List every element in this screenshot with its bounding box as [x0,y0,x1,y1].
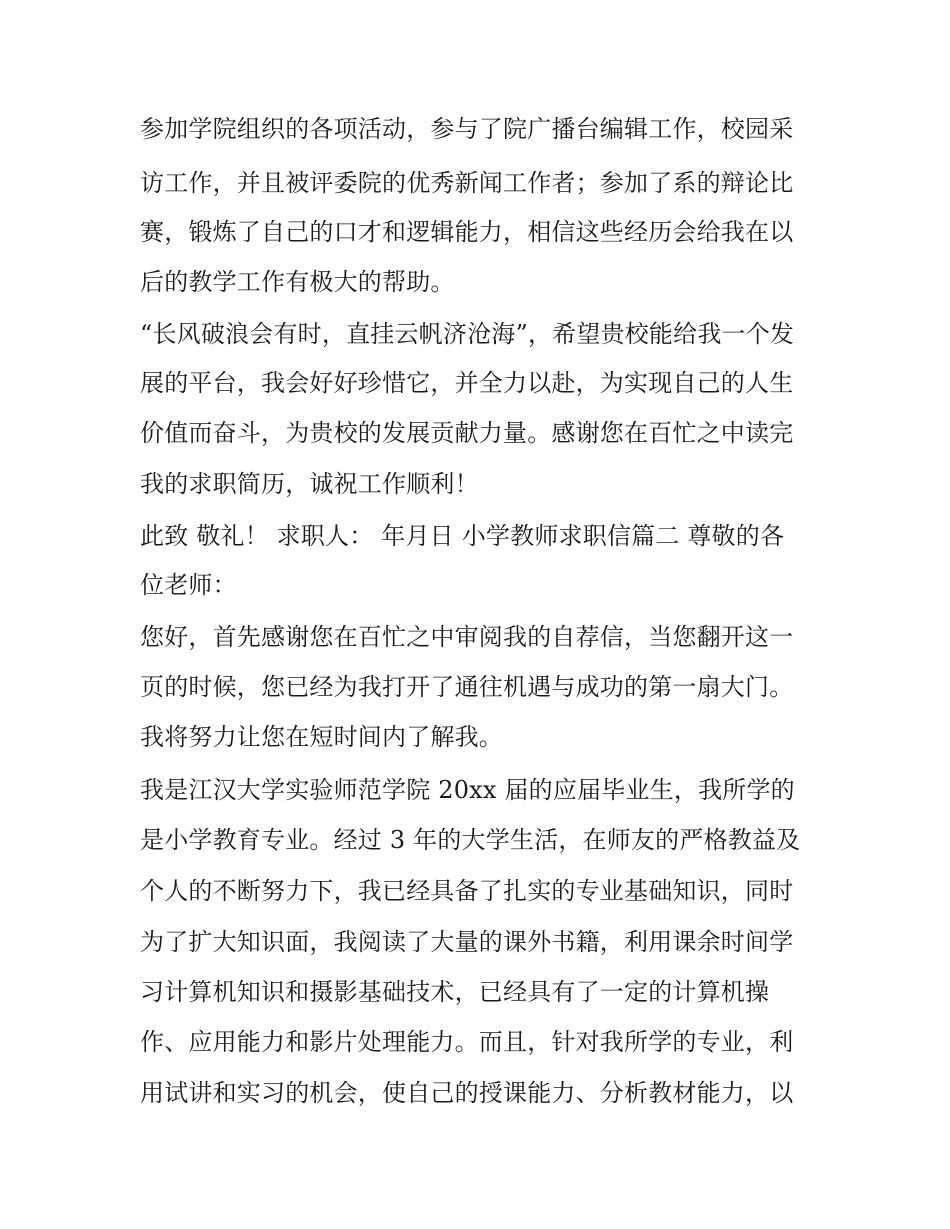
text-line: 习计算机知识和摄影基础技术，已经具有了一定的计算机操 [140,978,770,1006]
text-line: 我是江汉大学实验师范学院 20xx 届的应届毕业生，我所学的 [140,776,795,804]
text-line: 个人的不断努力下，我已经具备了扎实的专业基础知识，同时 [140,877,794,905]
text-line: 展的平台，我会好好珍惜它，并全力以赴，为实现自己的人生 [140,369,794,397]
text-line: 赛，锻炼了自己的口才和逻辑能力，相信这些经历会给我在以 [140,218,794,246]
text-line: 作、应用能力和影片处理能力。而且，针对我所学的专业，利 [140,1028,794,1056]
text-line: 访工作，并且被评委院的优秀新闻工作者；参加了系的辩论比 [140,169,794,197]
text-line: 我将努力让您在短时间内了解我。 [140,723,503,751]
text-line: 后的教学工作有极大的帮助。 [140,268,455,296]
text-line: 此致 敬礼！ 求职人： 年月日 小学教师求职信篇二 尊敬的各 [140,522,785,550]
text-line: 用试讲和实习的机会，使自己的授课能力、分析教材能力，以 [140,1079,794,1107]
text-line: 价值而奋斗，为贵校的发展贡献力量。感谢您在百忙之中读完 [140,419,794,447]
text-line: 您好，首先感谢您在百忙之中审阅我的自荐信，当您翻开这一 [140,623,794,651]
text-line: 位老师： [140,571,237,599]
text-line: 是小学教育专业。经过 3 年的大学生活，在师友的严格教益及 [140,826,801,854]
text-line: 我的求职简历，诚祝工作顺利！ [140,470,479,498]
text-line: 参加学院组织的各项活动，参与了院广播台编辑工作，校园采 [140,115,794,143]
text-line: 为了扩大知识面，我阅读了大量的课外书籍，利用课余时间学 [140,928,794,956]
text-line: 页的时候，您已经为我打开了通往机遇与成功的第一扇大门。 [140,673,794,701]
text-line: “长风破浪会有时，直挂云帆济沧海”，希望贵校能给我一个发 [140,320,795,348]
